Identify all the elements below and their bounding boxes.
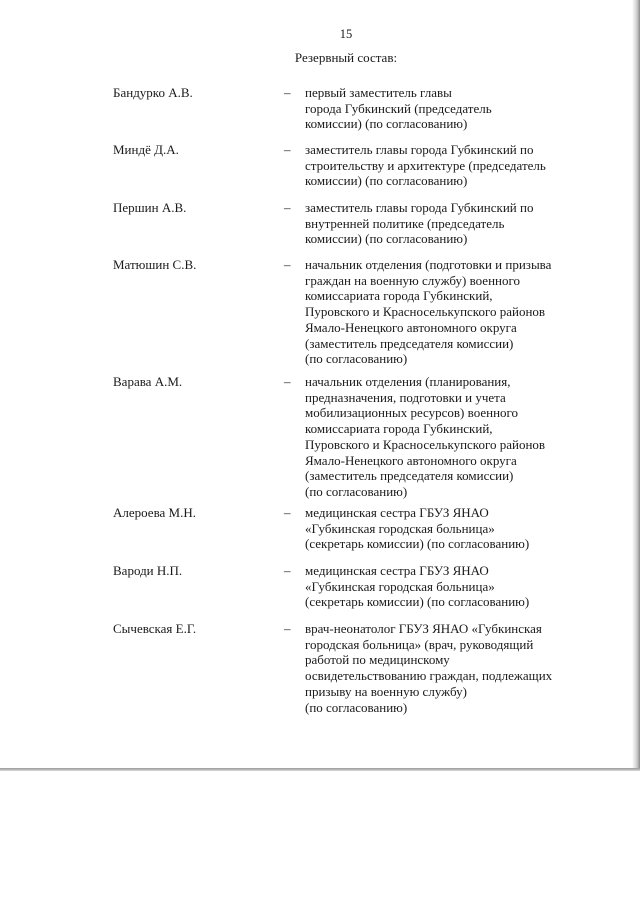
member-dash: – [284, 142, 291, 157]
member-name: Першин А.В. [113, 200, 187, 215]
member-name: Вароди Н.П. [113, 563, 183, 578]
member-name: Сычевская Е.Г. [113, 621, 197, 636]
member-role: заместитель главы города Губкинский по внутренней политике (председатель комиссии) (по согласованию) [305, 200, 534, 247]
member-name: Варава А.М. [113, 374, 183, 389]
member-dash: – [284, 621, 291, 636]
section-title: Резервный состав: [294, 50, 398, 65]
member-name: Бандурко А.В. [113, 85, 193, 100]
member-name: Миндё Д.А. [113, 142, 179, 157]
member-role: начальник отделения (планирования, предназначения, подготовки и учета мобилизационных ресурсов) военного комиссариата города Губкинский, Пуровского и Красноселькупского районов Ямало-Ненецкого автономного округа (заместитель председателя комиссии) (по согласованию) [305, 374, 546, 499]
member-name: Матюшин С.В. [113, 257, 197, 272]
member-role: начальник отделения (подготовки и призыва граждан на военную службу) военного комиссариата города Губкинский, Пуровского и Красноселькупского районов Ямало-Ненецкого автономного округа (заместитель председателя комиссии) (по согласованию) [305, 257, 552, 367]
scan-edge-shadow [632, 0, 640, 770]
page-number: 15 [339, 27, 353, 41]
member-dash: – [284, 200, 291, 215]
member-role: заместитель главы города Губкинский по строительству и архитектуре (председатель комиссии) (по согласованию) [305, 142, 546, 189]
scan-edge-bottom [0, 768, 640, 771]
member-dash: – [284, 257, 291, 272]
member-dash: – [284, 85, 291, 100]
member-dash: – [284, 563, 291, 578]
member-role: первый заместитель главы города Губкинский (председатель комиссии) (по согласованию) [305, 85, 492, 132]
member-role: медицинская сестра ГБУЗ ЯНАО «Губкинская городская больница» (секретарь комиссии) (по согласованию) [305, 563, 530, 610]
member-role: медицинская сестра ГБУЗ ЯНАО «Губкинская городская больница» (секретарь комиссии) (по согласованию) [305, 505, 530, 552]
member-name: Алероева М.Н. [113, 505, 197, 520]
member-dash: – [284, 505, 291, 520]
member-role: врач-неонатолог ГБУЗ ЯНАО «Губкинская городская больница» (врач, руководящий работой по медицинскому освидетельствованию граждан, подлежащих призыву на военную службу) (по согласованию) [305, 621, 553, 715]
member-dash: – [284, 374, 291, 389]
